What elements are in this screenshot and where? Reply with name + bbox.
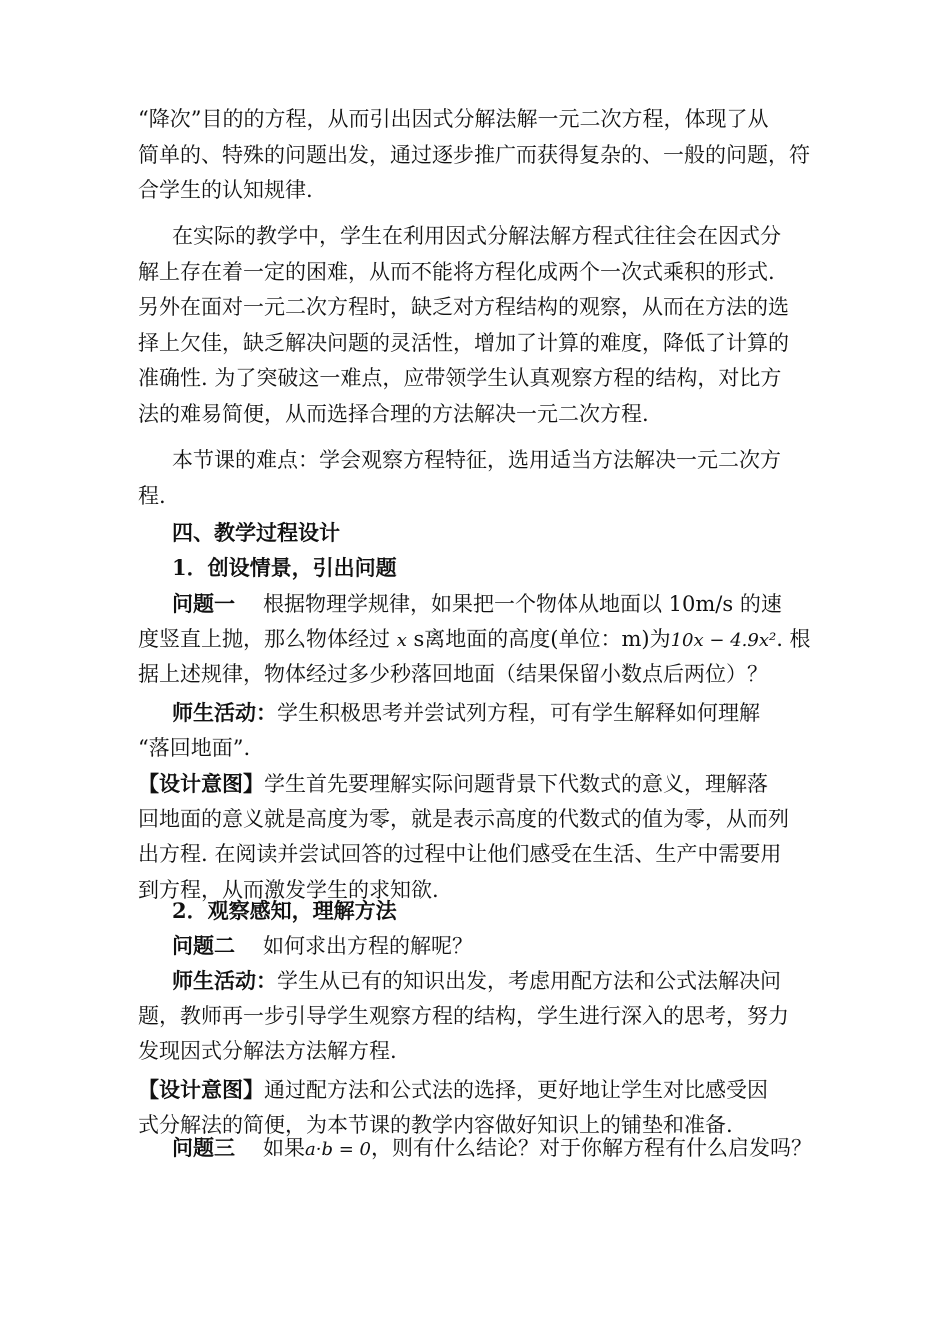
activity-label: 师生活动： — [172, 700, 277, 725]
question-text: 度竖直上抛，那么物体经过 — [138, 626, 390, 651]
subsection-title: 2．观察感知，理解方法 — [172, 898, 397, 923]
section-title: 四、教学过程设计 — [172, 520, 340, 545]
text-line — [138, 1072, 818, 1108]
question-label: 问题三 — [172, 1135, 235, 1160]
text-line — [138, 695, 818, 731]
text-line: 解上存在着一定的困难，从而不能将方程化成两个一次式乘积的形式. — [138, 259, 775, 284]
text-line: 法的难易简便，从而选择合理的方法解决一元二次方程. — [138, 401, 649, 426]
design-text: 学生首先要理解实际问题背景下代数式的意义，理解落 — [264, 772, 768, 796]
text-line — [138, 1130, 818, 1166]
text-line: 到方程，从而激发学生的求知欲. — [138, 877, 439, 902]
activity-two — [138, 963, 818, 1070]
text-line: 式分解法的简便，为本节课的教学内容做好知识上的铺垫和准备. — [138, 1112, 733, 1137]
design-label: 【设计意图】 — [138, 771, 264, 796]
question-label: 问题一 — [172, 591, 235, 616]
math-expression: a·b = 0 — [305, 1139, 371, 1160]
text-line: 出方程. 在阅读并尝试回答的过程中让他们感受在生活、生产中需要用 — [138, 842, 782, 866]
paragraph-lesson-difficulty — [138, 443, 818, 514]
text-line: 在实际的教学中，学生在利用因式分解法解方程式往往会在因式分 — [172, 224, 781, 248]
activity-one — [138, 695, 818, 766]
design-label: 【设计意图】 — [138, 1077, 264, 1102]
paragraph-difficulty-analysis — [138, 219, 818, 432]
text-line: “落回地面”. — [138, 735, 251, 760]
question-text: 如何求出方程的解呢？ — [263, 934, 473, 958]
text-line: 题，教师再一步引导学生观察方程的结构，学生进行深入的思考，努力 — [138, 1003, 789, 1028]
activity-label: 师生活动： — [172, 968, 277, 993]
text-line — [138, 928, 818, 964]
text-line — [138, 622, 818, 658]
question-label: 问题二 — [172, 933, 235, 958]
design-intent-one — [138, 766, 818, 908]
activity-text: 学生从已有的知识出发，考虑用配方法和公式法解决问 — [277, 969, 781, 993]
text-line — [138, 586, 818, 622]
math-expression: 10x − 4.9x² — [670, 629, 777, 651]
question-two — [138, 928, 818, 964]
text-line: 回地面的意义就是高度为零，就是表示高度的代数式的值为零，从而列 — [138, 806, 789, 831]
paragraph-intro-continued — [138, 102, 818, 209]
activity-text: 学生积极思考并尝试列方程，可有学生解释如何理解 — [277, 701, 760, 725]
question-text: . 根 — [776, 626, 811, 651]
subsection-heading — [138, 550, 818, 586]
question-three — [138, 1130, 818, 1166]
text-line — [138, 963, 818, 999]
text-line: “降次”目的的方程，从而引出因式分解法解一元二次方程，体现了从 — [138, 107, 769, 131]
text-line: 择上欠佳，缺乏解决问题的灵活性，增加了计算的难度，降低了计算的 — [138, 330, 789, 355]
text-line: 简单的、特殊的问题出发，通过逐步推广而获得复杂的、一般的问题，符 — [138, 142, 810, 167]
text-line: 程. — [138, 483, 166, 508]
section-heading — [138, 515, 818, 551]
question-one — [138, 586, 818, 693]
subsection-heading — [138, 893, 818, 929]
question-text: 如果 — [263, 1136, 305, 1160]
text-line: 准确性. 为了突破这一难点，应带领学生认真观察方程的结构，对比方 — [138, 366, 782, 390]
question-text: ，则有什么结论？对于你解方程有什么启发吗？ — [370, 1136, 812, 1160]
math-variable: x — [396, 629, 407, 651]
subsection-title: 1．创设情景，引出问题 — [172, 555, 397, 580]
text-line: 合学生的认知规律. — [138, 178, 313, 202]
design-text: 通过配方法和公式法的选择，更好地让学生对比感受因 — [264, 1078, 768, 1102]
text-line — [138, 766, 818, 802]
text-line: 据上述规律，物体经过多少秒落回地面（结果保留小数点后两位）？ — [138, 662, 768, 686]
text-line: 本节课的难点：学会观察方程特征，选用适当方法解决一元二次方 — [172, 448, 781, 472]
question-text: s离地面的高度(单位：m)为 — [406, 626, 671, 651]
text-line: 另外在面对一元二次方程时，缺乏对方程结构的观察，从而在方法的选 — [138, 295, 789, 319]
question-text: 根据物理学规律，如果把一个物体从地面以 10m/s 的速 — [263, 592, 782, 616]
text-line: 发现因式分解法方法解方程. — [138, 1039, 397, 1063]
